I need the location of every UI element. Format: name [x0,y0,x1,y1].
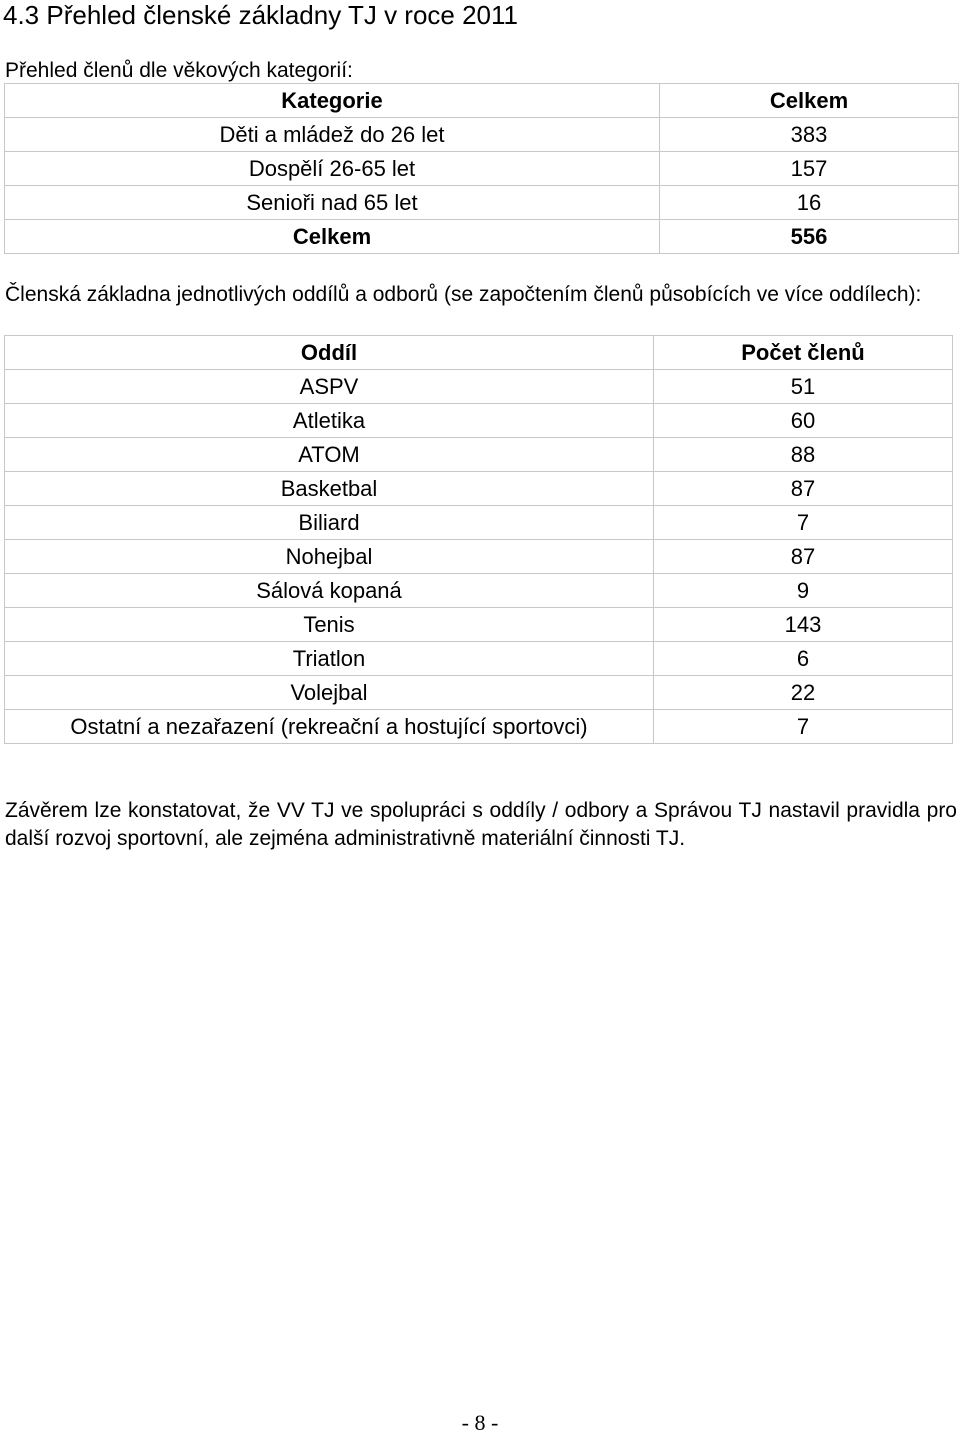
category-cell: Senioři nad 65 let [5,186,660,220]
column-header-department: Oddíl [5,336,654,370]
department-cell: Triatlon [5,642,654,676]
total-value-cell: 556 [660,220,959,254]
table-row [5,676,953,710]
department-cell: Volejbal [5,676,654,710]
table-header-row [5,336,953,370]
oddil-table-intro: Členská základna jednotlivých oddílů a odborů (se započtením členů působících ve více oddílech): [5,283,922,306]
table-row [5,472,953,506]
count-cell: 16 [660,186,959,220]
category-cell: Dospělí 26-65 let [5,152,660,186]
count-cell: 157 [660,152,959,186]
department-cell: Sálová kopaná [5,574,654,608]
department-members-table [4,335,953,744]
category-cell: Děti a mládež do 26 let [5,118,660,152]
table-row [5,540,953,574]
department-cell: Basketbal [5,472,654,506]
column-header-member-count: Počet členů [654,336,953,370]
department-cell: ASPV [5,370,654,404]
conclusion-paragraph: Závěrem lze konstatovat, že VV TJ ve spolupráci s oddíly / odbory a Správou TJ nastavil pravidla pro další rozvoj sportovní, ale zejména administrativně materiální činnosti TJ. [5,799,957,850]
table-row [5,506,953,540]
department-cell: Nohejbal [5,540,654,574]
count-cell: 87 [654,472,953,506]
table-row [5,370,953,404]
count-cell: 7 [654,506,953,540]
count-cell: 6 [654,642,953,676]
department-cell: Tenis [5,608,654,642]
count-cell: 7 [654,710,953,744]
table-row [5,574,953,608]
page-number: - 8 - [461,1410,499,1435]
column-header-category: Kategorie [5,84,660,118]
page-title: 4.3 Přehled členské základny TJ v roce 2011 [3,0,518,30]
table-row [5,710,953,744]
department-cell: Ostatní a nezařazení (rekreační a hostující sportovci) [5,710,654,744]
count-cell: 60 [654,404,953,438]
count-cell: 88 [654,438,953,472]
table-total-row [5,220,959,254]
count-cell: 51 [654,370,953,404]
table-row [5,118,959,152]
table-row [5,438,953,472]
count-cell: 143 [654,608,953,642]
count-cell: 87 [654,540,953,574]
count-cell: 22 [654,676,953,710]
count-cell: 383 [660,118,959,152]
age-table-intro: Přehled členů dle věkových kategorií: [5,59,353,82]
table-row [5,152,959,186]
table-row [5,642,953,676]
table-row [5,186,959,220]
table-row [5,608,953,642]
department-cell: Atletika [5,404,654,438]
column-header-total: Celkem [660,84,959,118]
count-cell: 9 [654,574,953,608]
table-header-row [5,84,959,118]
department-cell: ATOM [5,438,654,472]
department-cell: Biliard [5,506,654,540]
total-label-cell: Celkem [5,220,660,254]
age-category-table [4,83,959,254]
table-row [5,404,953,438]
